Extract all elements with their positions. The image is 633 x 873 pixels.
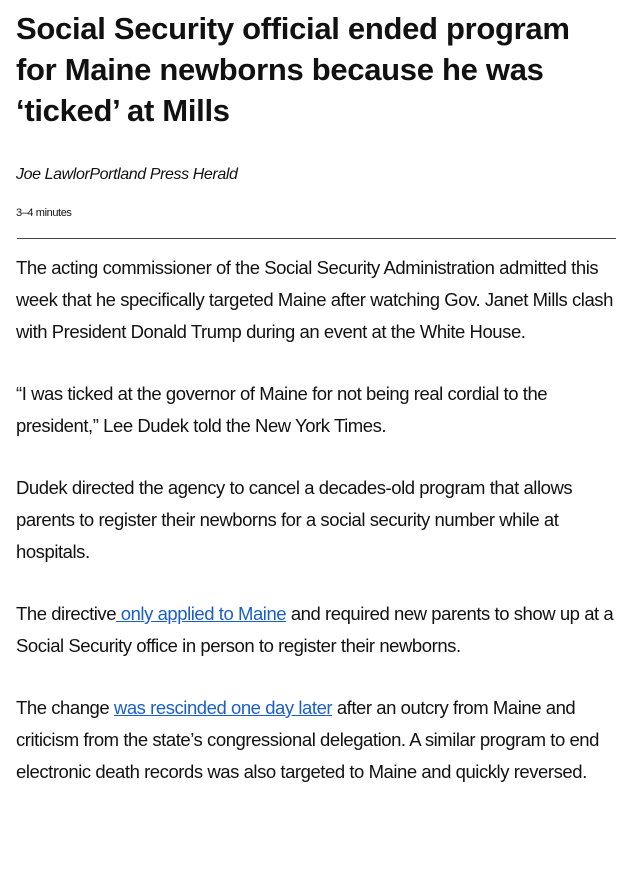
paragraph-3: Dudek directed the agency to cancel a decades-old program that allows parents to register their newborns for a social security number while at hospitals. (16, 477, 573, 562)
paragraph-1: The acting commissioner of the Social Security Administration admitted this week that he specifically targeted Maine after watching Gov. Janet Mills clash with President Donald Trump during an event at the White House. (16, 257, 613, 342)
only-applied-to-maine-link[interactable]: only applied to Maine (116, 603, 287, 624)
paragraph-4 (16, 598, 617, 662)
paragraph-2: “I was ticked at the governor of Maine for not being real cordial to the president,” Lee Dudek told the New York Times. (16, 383, 548, 436)
article-body (16, 252, 617, 788)
header-divider (17, 238, 616, 239)
paragraph-4-text-after: and required new parents to show up at a Social Security office in person to register their newborns. (16, 603, 614, 656)
paragraph-5 (16, 692, 617, 788)
rescinded-one-day-later-link[interactable]: was rescinded one day later (113, 697, 333, 718)
paragraph-5-text-after: after an outcry from Maine and criticism from the state’s congressional delegation. A similar program to end electronic death records was also targeted to Maine and quickly reversed. (16, 697, 599, 782)
read-time: 3–4 minutes (16, 207, 72, 219)
article-headline: Social Security official ended program for Maine newborns because he was ‘ticked’ at Mills (16, 11, 570, 128)
paragraph-4-text-before: The directive (16, 603, 117, 624)
article-byline: Joe LawlorPortland Press Herald (16, 166, 238, 183)
paragraph-5-text-before: The change (16, 697, 114, 718)
